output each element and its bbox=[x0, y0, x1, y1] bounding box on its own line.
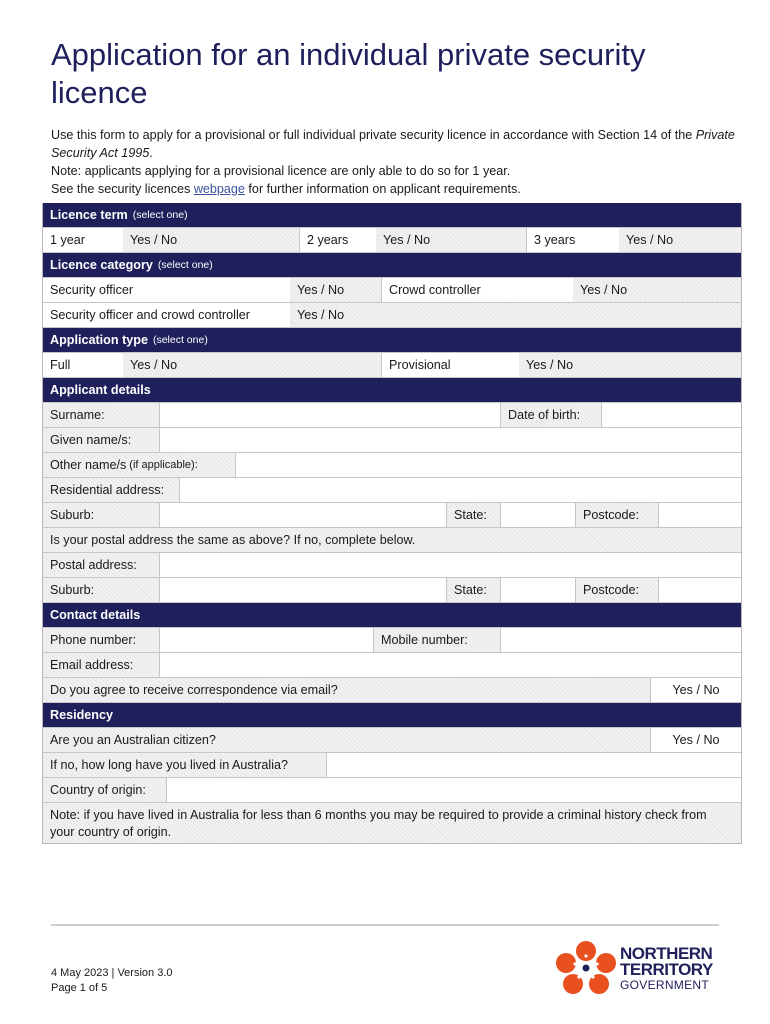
intro-paragraph-1: Use this form to apply for a provisional or full individual private security licence in accordance with Section 14 of the Private Security Act 1995. bbox=[51, 128, 735, 160]
section-header-residency: Residency bbox=[43, 703, 741, 728]
citizen-yes-no[interactable]: Yes / No bbox=[650, 728, 741, 752]
type-full-label: Full bbox=[43, 353, 123, 377]
category-security-officer-yes-no[interactable]: Yes / No bbox=[290, 278, 381, 302]
footer bbox=[51, 966, 173, 996]
how-long-field[interactable] bbox=[326, 753, 741, 777]
category-crowd-controller-yes-no[interactable]: Yes / No bbox=[573, 278, 741, 302]
section-header-contact-details: Contact details bbox=[43, 603, 741, 628]
act-name: Private Security Act 1995 bbox=[51, 128, 735, 160]
suburb-label: Suburb: bbox=[43, 503, 159, 527]
category-security-officer-label: Security officer bbox=[43, 278, 290, 302]
category-both-yes-no[interactable]: Yes / No bbox=[290, 303, 741, 327]
postal-state-field[interactable] bbox=[500, 578, 575, 602]
email-label: Email address: bbox=[43, 653, 159, 677]
intro-paragraph-3: See the security licences webpage for further information on applicant requirements. bbox=[51, 182, 521, 196]
given-names-field[interactable] bbox=[159, 428, 741, 452]
term-3-years-label: 3 years bbox=[526, 228, 619, 252]
email-agree-question: Do you agree to receive correspondence via email? bbox=[43, 678, 650, 702]
dob-field[interactable] bbox=[601, 403, 741, 427]
footer-version: 4 May 2023 | Version 3.0 bbox=[51, 967, 173, 979]
phone-row bbox=[43, 628, 741, 653]
intro-note: Note: applicants applying for a provisional licence are only able to do so for 1 year. bbox=[51, 164, 511, 178]
surname-row bbox=[43, 403, 741, 428]
postal-postcode-label: Postcode: bbox=[575, 578, 658, 602]
state-label: State: bbox=[446, 503, 500, 527]
how-long-label: If no, how long have you lived in Australia? bbox=[43, 753, 326, 777]
residential-suburb-row bbox=[43, 503, 741, 528]
desert-rose-icon bbox=[556, 940, 616, 996]
email-row bbox=[43, 653, 741, 678]
term-2-years-label: 2 years bbox=[299, 228, 376, 252]
category-crowd-controller-label: Crowd controller bbox=[381, 278, 573, 302]
section-header-licence-category: Licence category (select one) bbox=[43, 253, 741, 278]
how-long-row bbox=[43, 753, 741, 778]
postcode-label: Postcode: bbox=[575, 503, 658, 527]
email-agree-yes-no[interactable]: Yes / No bbox=[650, 678, 741, 702]
type-full-yes-no[interactable]: Yes / No bbox=[123, 353, 381, 377]
intro-text bbox=[51, 126, 741, 198]
postal-suburb-row bbox=[43, 578, 741, 603]
term-3-years-yes-no[interactable]: Yes / No bbox=[619, 228, 741, 252]
email-agree-row bbox=[43, 678, 741, 703]
dob-label: Date of birth: bbox=[500, 403, 601, 427]
phone-field[interactable] bbox=[159, 628, 373, 652]
licence-category-row-1 bbox=[43, 278, 741, 303]
surname-label: Surname: bbox=[43, 403, 159, 427]
given-names-label: Given name/s: bbox=[43, 428, 159, 452]
surname-field[interactable] bbox=[159, 403, 500, 427]
logo-word-government: GOVERNMENT bbox=[620, 978, 710, 992]
section-header-licence-term: Licence term (select one) bbox=[43, 203, 741, 228]
category-both-label: Security officer and crowd controller bbox=[43, 303, 290, 327]
citizen-row bbox=[43, 728, 741, 753]
nt-government-logo bbox=[556, 940, 721, 996]
residency-note: Note: if you have lived in Australia for less than 6 months you may be required to provide a criminal history check from your country of origin. bbox=[43, 803, 741, 843]
phone-label: Phone number: bbox=[43, 628, 159, 652]
postal-address-label: Postal address: bbox=[43, 553, 159, 577]
residential-address-label: Residential address: bbox=[43, 478, 179, 502]
logo-word-territory: TERRITORY bbox=[620, 960, 713, 979]
residency-note-row bbox=[43, 803, 741, 843]
citizen-question: Are you an Australian citizen? bbox=[43, 728, 650, 752]
term-2-years-yes-no[interactable]: Yes / No bbox=[376, 228, 526, 252]
logo-word-northern: NORTHERN bbox=[620, 944, 713, 963]
mobile-field[interactable] bbox=[500, 628, 741, 652]
postal-same-question: Is your postal address the same as above? If no, complete below. bbox=[43, 528, 741, 552]
other-names-row bbox=[43, 453, 741, 478]
residential-address-row bbox=[43, 478, 741, 503]
page-title: Application for an individual private security licence bbox=[51, 37, 646, 110]
term-1-year-label: 1 year bbox=[43, 228, 123, 252]
section-header-application-type: Application type (select one) bbox=[43, 328, 741, 353]
postal-address-field[interactable] bbox=[159, 553, 741, 577]
webpage-link[interactable]: webpage bbox=[193, 182, 245, 196]
application-form bbox=[42, 203, 742, 844]
postal-same-row bbox=[43, 528, 741, 553]
postal-postcode-field[interactable] bbox=[658, 578, 741, 602]
type-provisional-label: Provisional bbox=[381, 353, 519, 377]
country-label: Country of origin: bbox=[43, 778, 166, 802]
other-names-label: Other name/s (if applicable): bbox=[43, 453, 235, 477]
suburb-field[interactable] bbox=[159, 503, 446, 527]
postal-suburb-field[interactable] bbox=[159, 578, 446, 602]
postal-state-label: State: bbox=[446, 578, 500, 602]
licence-category-row-2 bbox=[43, 303, 741, 328]
type-provisional-yes-no[interactable]: Yes / No bbox=[519, 353, 741, 377]
given-names-row bbox=[43, 428, 741, 453]
licence-term-row bbox=[43, 228, 741, 253]
email-field[interactable] bbox=[159, 653, 741, 677]
footer-page-number: Page 1 of 5 bbox=[51, 982, 108, 994]
residential-address-field[interactable] bbox=[179, 478, 741, 502]
country-row bbox=[43, 778, 741, 803]
country-field[interactable] bbox=[166, 778, 741, 802]
mobile-label: Mobile number: bbox=[373, 628, 500, 652]
section-header-applicant-details: Applicant details bbox=[43, 378, 741, 403]
footer-divider bbox=[51, 924, 719, 926]
state-field[interactable] bbox=[500, 503, 575, 527]
postal-suburb-label: Suburb: bbox=[43, 578, 159, 602]
term-1-year-yes-no[interactable]: Yes / No bbox=[123, 228, 299, 252]
postcode-field[interactable] bbox=[658, 503, 741, 527]
postal-address-row bbox=[43, 553, 741, 578]
other-names-field[interactable] bbox=[235, 453, 741, 477]
application-type-row bbox=[43, 353, 741, 378]
